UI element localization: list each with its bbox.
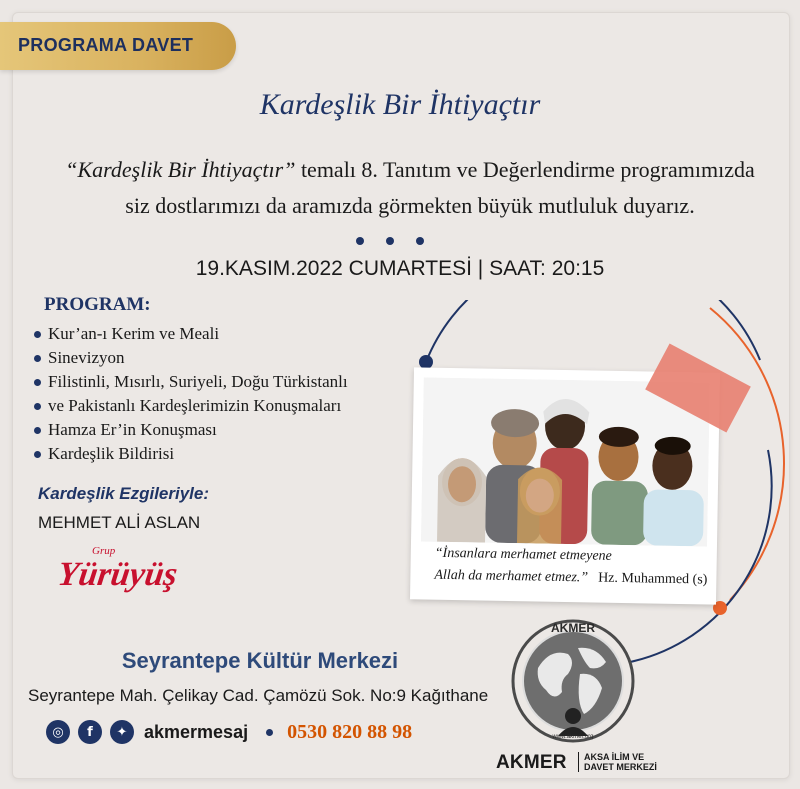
program-item: Filistinli, Mısırlı, Suriyeli, Doğu Türkistanlı	[32, 370, 348, 394]
badge-label: PROGRAMA DAVET	[18, 35, 194, 55]
quote-line1: “İnsanlara merhamet etmeyene	[434, 545, 612, 564]
intro-text	[40, 152, 780, 224]
children-photo	[421, 378, 710, 547]
singer-name: MEHMET ALİ ASLAN	[38, 513, 201, 532]
twitter-icon[interactable]: ✦	[110, 720, 134, 744]
band-logo: Yürüyüş	[55, 556, 180, 593]
instagram-icon[interactable]: ◎	[46, 720, 70, 744]
program-item: Kardeşlik Bildirisi	[32, 442, 348, 466]
event-title: Kardeşlik Bir İhtiyaçtır	[259, 88, 541, 121]
program-item: Hamza Er’in Konuşması	[32, 418, 348, 442]
quote-line2: Allah da merhamet etmez.” Hz. Muhammed (s)	[434, 567, 708, 588]
social-handle[interactable]: akmermesaj	[144, 721, 249, 742]
facebook-icon[interactable]: f	[78, 720, 102, 744]
program-item-continued: ve Pakistanlı Kardeşlerimizin Konuşmaları	[32, 394, 348, 418]
phone-number[interactable]: 0530 820 88 98	[287, 720, 413, 743]
divider-dots	[356, 232, 446, 250]
program-list	[32, 322, 348, 466]
intro-quoted-title: “Kardeşlik Bir İhtiyaçtır”	[65, 157, 296, 182]
venue-address: Seyrantepe Mah. Çelikay Cad. Çamözü Sok. No:9 Kağıthane	[28, 686, 489, 705]
separator-dot	[266, 729, 273, 736]
logo-ring-text: AKMER	[551, 621, 595, 635]
music-heading: Kardeşlik Ezgileriyle:	[38, 484, 210, 503]
logo-url: www.akmer.org	[552, 734, 594, 740]
quote-source: Hz. Muhammed (s)	[598, 570, 708, 588]
intro-line1: temalı 8. Tanıtım ve Değerlendirme programımızda	[295, 157, 755, 182]
program-item: Kur’an-ı Kerim ve Meali	[32, 322, 348, 346]
org-name: AKMER	[496, 752, 567, 773]
venue-name: Seyrantepe Kültür Merkezi	[121, 648, 399, 673]
akmer-globe-logo	[510, 618, 636, 744]
program-heading: PROGRAM:	[44, 294, 151, 315]
invitation-badge	[0, 22, 236, 70]
intro-line2: siz dostlarımızı da aramızda görmekten büyük mutluluk duyarız.	[125, 193, 695, 218]
contact-row	[46, 720, 412, 744]
program-item: Sinevizyon	[32, 346, 348, 370]
band-prefix: Grup	[92, 545, 116, 557]
org-subtitle: AKSA İLİM VE DAVET MERKEZİ	[578, 752, 657, 772]
event-datetime: 19.KASIM.2022 CUMARTESİ | SAAT: 20:15	[195, 257, 605, 280]
